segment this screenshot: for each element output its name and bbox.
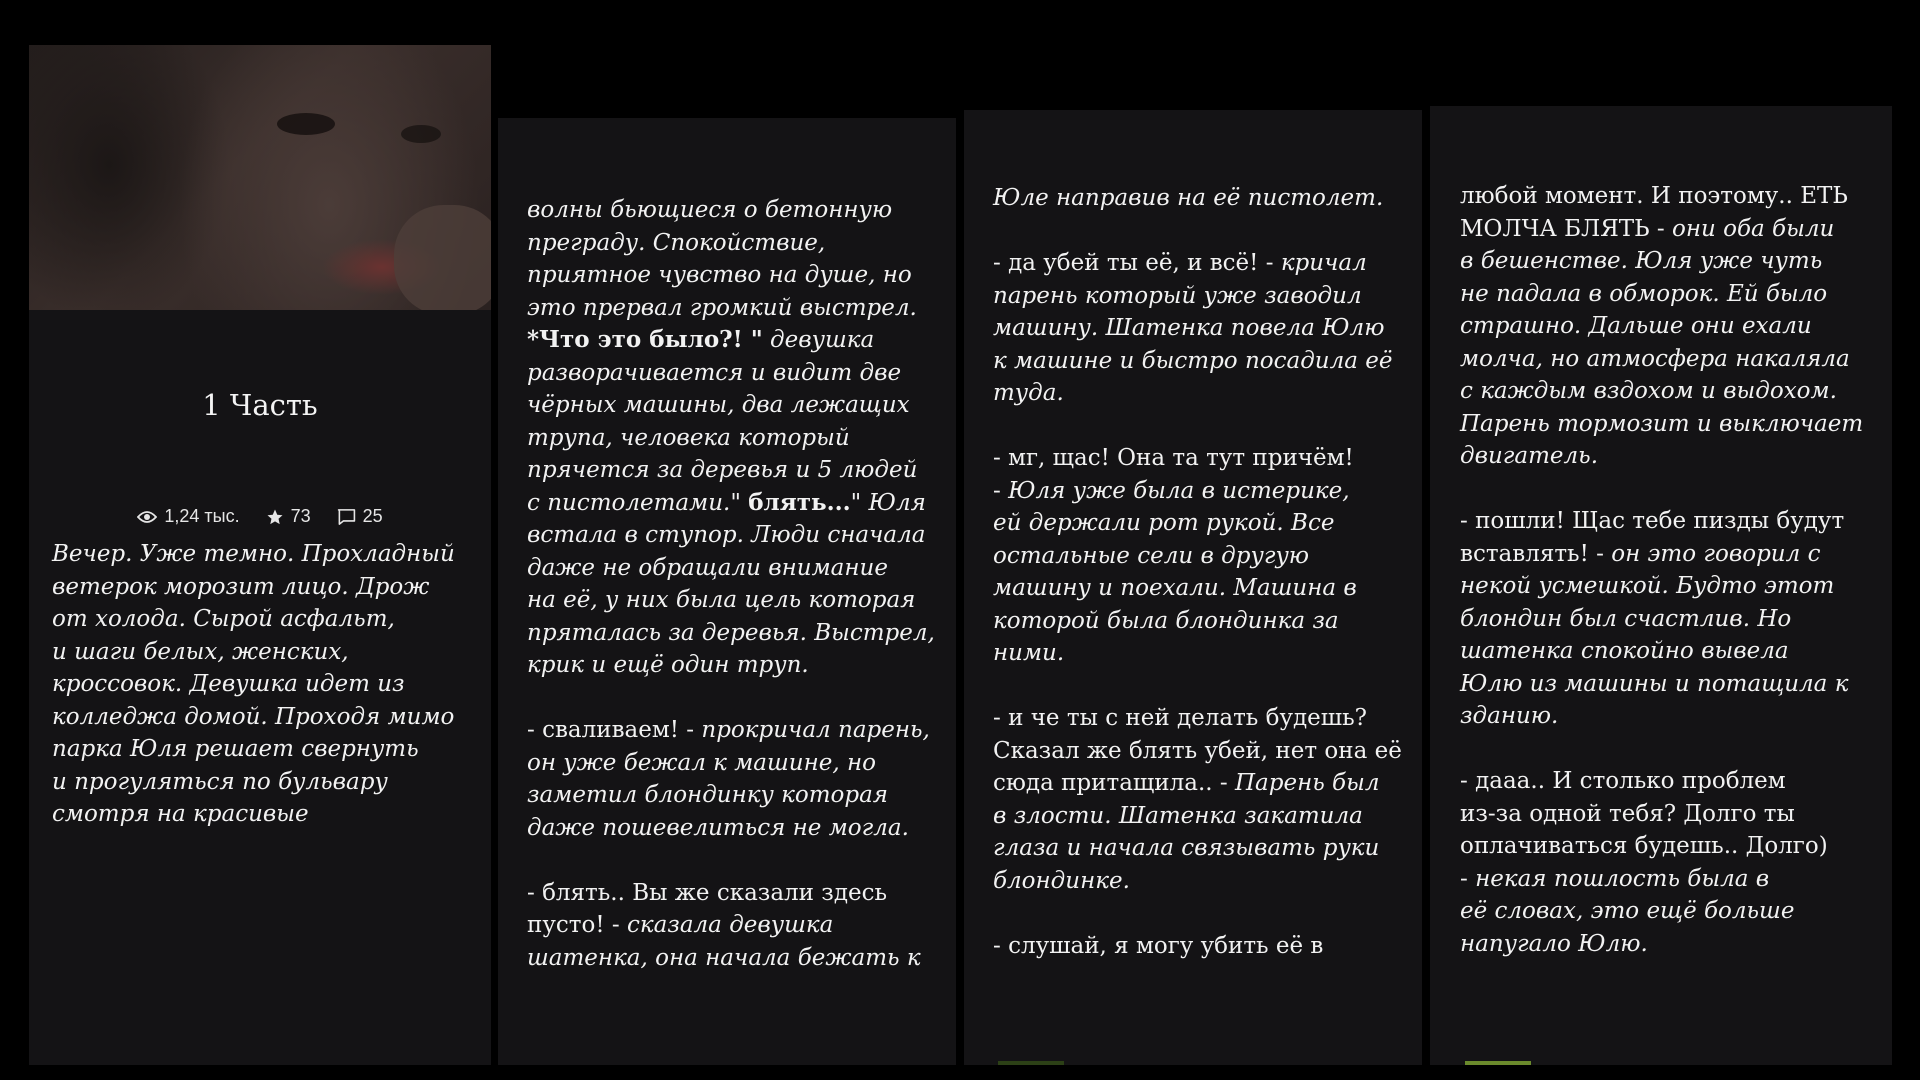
text-segment: - и че ты с ней делать будешь? Сказал же блять убей, нет она её сюда притащила.. - [993, 705, 1402, 796]
text-segment: Юле направив на её пистолет. [993, 185, 1384, 211]
star-icon [266, 508, 284, 526]
story-page-1-text [52, 538, 472, 831]
comments-stat [337, 506, 383, 527]
cover-detail [277, 113, 335, 135]
text-segment: *Что это было?! " [527, 326, 763, 353]
text-segment: он это говорил с некой усмешкой. Будто этот блондин был счастлив. Но шатенка спокойно вывела Юлю из машины и потащила к зданию. [1460, 540, 1849, 729]
part-title: 1 Часть [202, 388, 318, 422]
story-page-2-text [527, 194, 947, 974]
comment-icon [337, 508, 356, 526]
eye-icon [137, 510, 157, 524]
text-segment: Юля уже была в истерике, ей держали рот рукой. Все остальные сели в другую машину и поехали. Машина в которой была блондинка за ними. [993, 477, 1357, 666]
text-segment: блять... [748, 488, 851, 516]
text-segment: - дааа.. И столько проблем из-за одной тебя? Долго ты оплачиваться будешь.. Долго) - [1460, 768, 1828, 892]
story-page-4-text [1460, 180, 1880, 960]
stars-count: 73 [290, 506, 311, 526]
text-segment: " Юля встала в ступор. Люди сначала даже не обращали внимание на её, у них была цель которая пряталась за деревья. Выстрел, крик и ещё один труп. [527, 489, 935, 678]
text-segment: сказала девушка шатенка, она начала бежать к [527, 912, 921, 971]
text-segment: - да убей ты её, и всё! - [993, 250, 1281, 276]
views-count: 1,24 тыс. [164, 506, 240, 526]
text-segment: - сваливаем! - [527, 717, 702, 743]
text-segment: - блять.. Вы же сказали здесь пусто! - [527, 879, 888, 938]
text-segment: кричал парень который уже заводил машину. Шатенка повела Юлю к машине и быстро посадила её туда. [993, 250, 1393, 406]
text-segment: - мг, щас! Она та тут причём! - [993, 445, 1354, 504]
cover-image [29, 45, 491, 310]
cover-detail [401, 125, 441, 143]
text-segment: они оба были в бешенстве. Юля уже чуть не падала в обморок. Ей было страшно. Дальше они ехали молча, но атмосфера накаляла с каждым вздохом и выдохом. Парень тормозит и выключает двигатель. [1460, 215, 1864, 469]
stars-stat [266, 506, 311, 527]
text-segment: прокричал парень, он уже бежал к машине, но заметил блондинку которая даже пошевелиться не могла. [527, 717, 930, 841]
text-segment: Вечер. Уже темно. Прохладный ветерок морозит лицо. Дрож от холода. Сырой асфальт, и шаги белых, женских, кроссовок. Девушка идет из колледжа домой. Проходя мимо парка Юля решает свернуть и прогуляться по бульвару смотря на красивые [52, 541, 455, 827]
text-segment: некая пошлость была в её словах, это ещё больше напугало Юлю. [1460, 865, 1795, 957]
story-page-3-text [993, 182, 1413, 962]
text-segment: Парень был в злости. Шатенка закатила глаза и начала связывать руки блондинке. [993, 770, 1380, 894]
text-segment: любой момент. И поэтому.. ЕТЬ МОЛЧА БЛЯТЬ - [1460, 183, 1848, 242]
text-segment: - пошли! Щас тебе пизды будут вставлять! - [1460, 508, 1845, 567]
comments-count: 25 [362, 506, 383, 526]
text-segment: девушка разворачивается и видит две чёрных машины, два лежащих трупа, человека который прячется за деревья и 5 людей с пистолетами." [527, 327, 918, 516]
cover-detail [394, 205, 491, 310]
page-indicator [998, 1061, 1064, 1065]
page-indicator [1465, 1061, 1531, 1065]
text-segment: - слушай, я могу убить её в [993, 932, 1324, 959]
story-stats [29, 506, 491, 527]
views-stat [137, 506, 239, 527]
text-segment: волны бьющиеся о бетонную преграду. Спокойствие, приятное чувство на душе, но это прервал громкий выстрел. [527, 197, 917, 321]
